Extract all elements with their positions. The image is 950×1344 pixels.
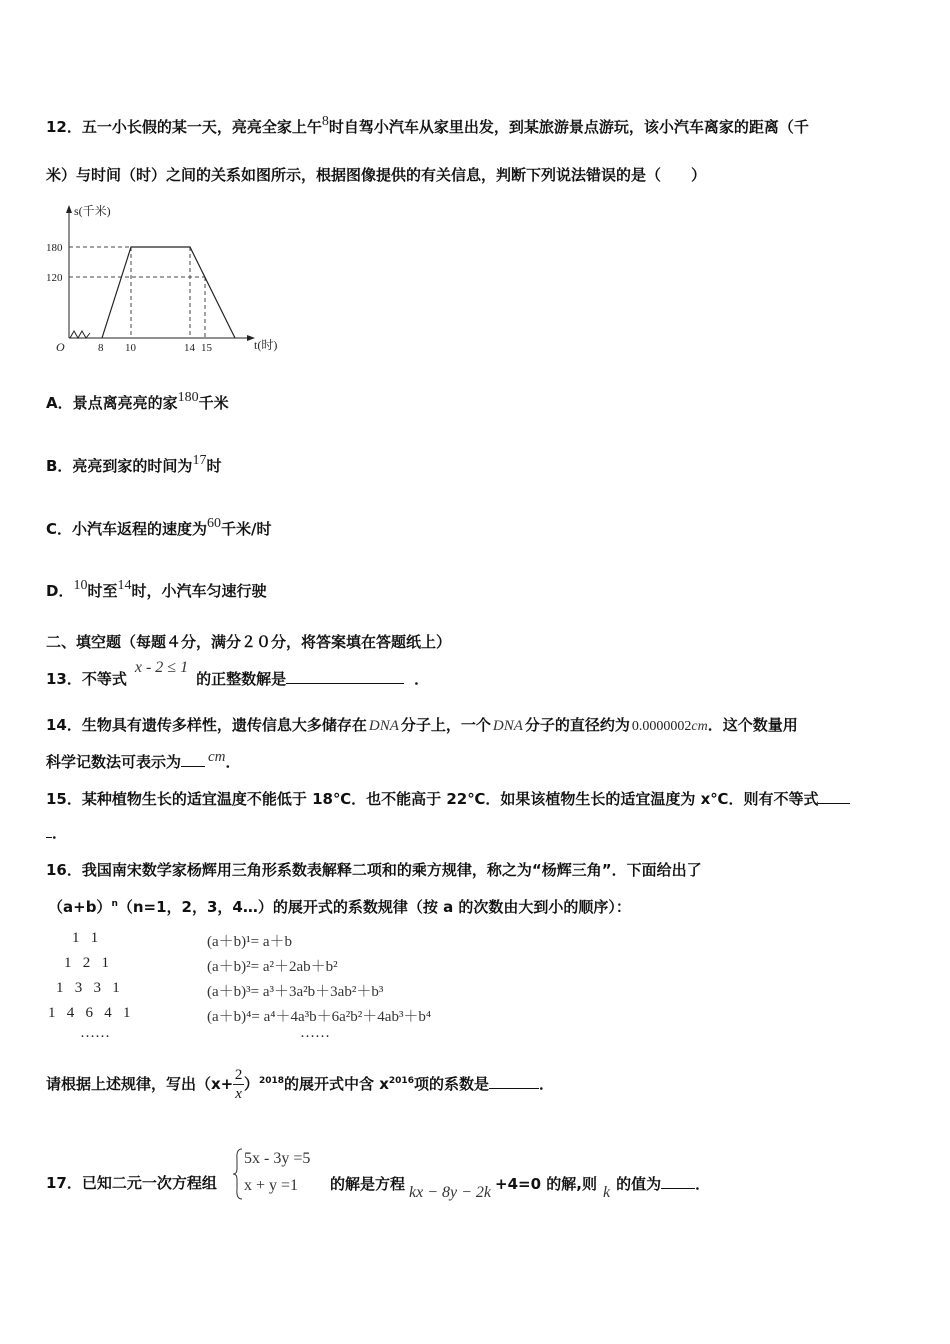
triangle-row: ……	[80, 1025, 110, 1041]
distance-time-graph	[40, 198, 300, 360]
q12-line1: 12．五一小长假的某一天，亮亮全家上午8时自驾小汽车从家里出发，到某旅游景点游玩，该小汽车离家的距离（千	[46, 114, 809, 136]
y-axis-arrow	[66, 205, 72, 213]
q13: 13．不等式x - 2 ≤ 1的正整数解是 ．	[46, 659, 430, 688]
q16-line1: 16．我国南宋数学家杨辉用三角形系数表解释二项和的乘方规律，称之为“杨辉三角”．下面给出了	[46, 861, 702, 879]
origin-label: O	[56, 340, 65, 354]
triangle-row: 1 3 3 1	[56, 980, 120, 996]
section-heading: 二、填空题（每题４分，满分２０分，将答案填在答题纸上）	[46, 633, 452, 651]
fraction-2-over-x: $\frac{2}{x}$	[234, 1067, 243, 1102]
q12-line2: 米）与时间（时）之间的关系如图所示，根据图像提供的有关信息，判断下列说法错误的是（ ）	[46, 166, 707, 184]
expansion-row: (a＋b)³= a³＋3a²b＋3ab²＋b³	[207, 984, 384, 1000]
q16-question: 请根据上述规律，写出（x+ $\frac{2}{x}$ ）$^{2018}$的展开式中含 $x^{2016}$项的系数是 ．	[46, 1067, 554, 1102]
option-d: D．10时至14时，小汽车匀速行驶	[46, 578, 267, 600]
expansion-row: (a＋b)¹= a＋b	[207, 934, 293, 950]
x-axis-label: t(时)	[254, 338, 278, 352]
y-axis-label: s(千米)	[74, 204, 111, 218]
x-tick-10: 10	[125, 342, 136, 354]
q17: 17．已知二元一次方程组	[46, 1174, 217, 1192]
triangle-row: 1 4 6 4 1	[48, 1005, 131, 1021]
q16-answer-blank[interactable]	[489, 1073, 539, 1089]
q15-line1: 15．某种植物生长的适宜温度不能低于 18℃．也不能高于 22℃．如果该植物生长的适宜温度为 x℃．则有不等式	[46, 788, 850, 809]
q14-line1: 14．生物具有遗传多样性，遗传信息大多储存在 DNA 分子上，一个 DNA 分子的直径约为 0.0000002cm．这个数量用	[46, 716, 798, 734]
expansion-row: (a＋b)²= a²＋2ab＋b²	[207, 959, 338, 975]
system-brace	[232, 1147, 244, 1201]
equation-2: x + y =1	[244, 1177, 299, 1194]
q17-answer-blank[interactable]	[661, 1173, 695, 1189]
q15-line2: ．	[46, 822, 67, 843]
equation-1: 5x - 3y =5	[244, 1150, 311, 1167]
option-a: A．景点离亮亮的家180千米	[46, 390, 229, 412]
x-tick-14: 14	[184, 342, 195, 354]
triangle-row: 1 1	[72, 930, 99, 946]
q17-rest: 的解是方程 kx − 8y − 2k +4=0 的解,则 k 的值为 ．	[330, 1175, 711, 1201]
option-b: B．亮亮到家的时间为17时	[46, 453, 222, 475]
triangle-row: 1 2 1	[64, 955, 109, 971]
distance-line	[102, 247, 235, 338]
q14-line2: 科学记数法可表示为 cm．	[46, 749, 241, 771]
q15-answer-blank[interactable]	[818, 788, 850, 804]
y-tick-180: 180	[46, 242, 63, 254]
option-c: C．小汽车返程的速度为60千米/时	[46, 516, 272, 538]
y-tick-120: 120	[46, 272, 63, 284]
axis-break	[70, 331, 90, 338]
expansion-row: (a＋b)⁴= a⁴＋4a³b＋6a²b²＋4ab³＋b⁴	[207, 1009, 432, 1025]
q16-line2: $(a+b)^n(n=1$，2，3，4…）的展开式的系数规律（按 a 的次数由大到小的顺序）：	[48, 898, 631, 916]
q17-expression: kx − 8y − 2k	[409, 1184, 492, 1201]
x-tick-8: 8	[98, 342, 104, 354]
inequality-math: x - 2 ≤ 1	[134, 659, 189, 676]
x-tick-15: 15	[201, 342, 212, 354]
q14-answer-blank[interactable]	[181, 751, 205, 767]
q13-answer-blank[interactable]	[286, 668, 404, 684]
expansion-row: ……	[300, 1025, 330, 1041]
